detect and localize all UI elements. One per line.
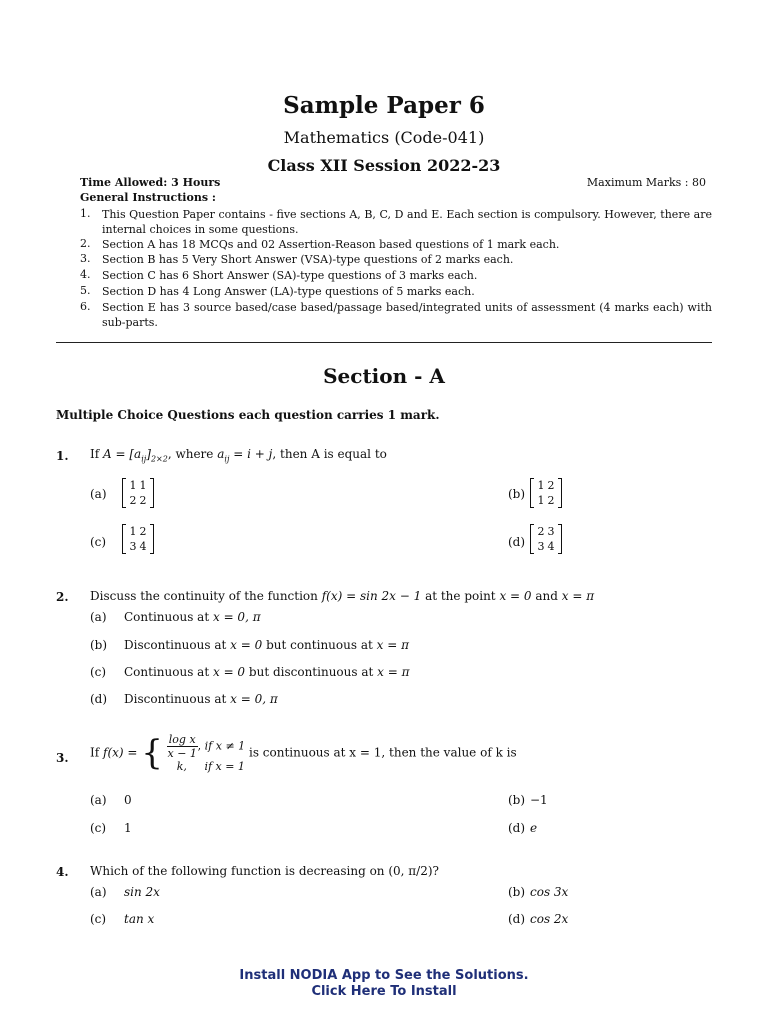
question-number: 2. — [56, 590, 69, 604]
option-text: Continuous at x = 0 but discontinuous at x = π — [124, 665, 410, 679]
option-label: (b) — [508, 487, 526, 501]
paper-title: Sample Paper 6 — [283, 92, 485, 119]
mcq-heading: Multiple Choice Questions each question carries 1 mark. — [56, 408, 440, 422]
option-text: tan x — [124, 912, 155, 926]
instruction-text: Section E has 3 source based/case based/passage based/integrated units of assessment (4 marks each) with sub-parts. — [102, 301, 712, 329]
question-stem: If f(x) = { $\frac{\text{log x}}{x - 1}$ , if x ≠ 1 k, if x = 1 is continuous at x = 1, then the value of k is — [90, 733, 517, 773]
option-matrix: 1 2 3 4 — [122, 524, 154, 554]
instruction-text: Section D has 4 Long Answer (LA)-type questions of 5 marks each. — [102, 285, 475, 298]
option-label: (c) — [90, 535, 107, 549]
question-stem: If $A = [a_{ij}]_{2\times 2}$, where $a_{ij} = i + j$, then A is equal to — [90, 447, 387, 464]
option-label: (a) — [90, 610, 107, 624]
option-label: (a) — [90, 487, 107, 501]
stem-text: , then A is equal to — [272, 447, 387, 461]
instruction-text: This Question Paper contains - five sections A, B, C, D and E. Each section is compulsory. However, there are internal choices in some questions. — [102, 208, 712, 236]
option-label: (b) — [508, 885, 526, 899]
option-text: 0 — [124, 793, 132, 807]
stem-subscript: ij — [141, 454, 147, 464]
header-divider — [56, 342, 712, 343]
instruction-text: Section A has 18 MCQs and 02 Assertion-Reason based questions of 1 mark each. — [102, 238, 560, 251]
stem-subscript: ij — [224, 454, 230, 464]
option-text: sin 2x — [124, 885, 160, 899]
question-stem: Discuss the continuity of the function f(x) = sin 2x − 1 at the point x = 0 and x = π — [90, 589, 595, 603]
stem-text: If — [90, 447, 100, 461]
option-label: (c) — [90, 821, 107, 835]
option-text: 1 — [124, 821, 132, 835]
option-label: (b) — [90, 638, 108, 652]
option-matrix: 1 2 1 2 — [530, 478, 562, 508]
option-text: Discontinuous at x = 0, π — [124, 692, 278, 706]
instruction-number: 3. — [80, 252, 91, 265]
option-label: (b) — [508, 793, 526, 807]
option-label: (d) — [90, 692, 108, 706]
install-link[interactable]: Click Here To Install — [311, 984, 457, 999]
option-label: (a) — [90, 793, 107, 807]
cases-brace: { — [141, 733, 163, 773]
option-text: cos 2x — [530, 912, 569, 926]
option-label: (c) — [90, 665, 107, 679]
instruction-number: 5. — [80, 284, 91, 297]
instruction-number: 6. — [80, 300, 91, 313]
class-session: Class XII Session 2022-23 — [267, 156, 501, 175]
option-text: Discontinuous at x = 0 but continuous at x = π — [124, 638, 409, 652]
option-text: e — [530, 821, 538, 835]
question-number: 3. — [56, 751, 69, 765]
question-number: 4. — [56, 865, 69, 879]
instruction-number: 1. — [80, 207, 91, 220]
question-stem: Which of the following function is decreasing on (0, π/2)? — [90, 864, 439, 878]
option-label: (d) — [508, 821, 526, 835]
instruction-text: Section B has 5 Very Short Answer (VSA)-type questions of 2 marks each. — [102, 253, 514, 266]
option-matrix: 2 3 3 4 — [530, 524, 562, 554]
option-label: (d) — [508, 535, 526, 549]
stem-order: 2×2 — [150, 454, 168, 464]
option-text: Continuous at x = 0, π — [124, 610, 261, 624]
general-instructions-label: General Instructions : — [80, 191, 216, 204]
max-marks: Maximum Marks : 80 — [586, 176, 706, 189]
option-text: cos 3x — [530, 885, 569, 899]
section-title: Section - A — [323, 364, 445, 388]
instruction-number: 2. — [80, 237, 91, 250]
question-number: 1. — [56, 449, 69, 463]
stem-text: , where — [167, 447, 214, 461]
option-text: −1 — [530, 793, 548, 807]
paper-subject: Mathematics (Code-041) — [283, 128, 485, 147]
stem-math: A = [a — [103, 447, 142, 461]
instruction-number: 4. — [80, 268, 91, 281]
option-matrix: 1 1 2 2 — [122, 478, 154, 508]
option-label: (d) — [508, 912, 526, 926]
instruction-text: Section C has 6 Short Answer (SA)-type questions of 3 marks each. — [102, 269, 478, 282]
piecewise-cases: $\frac{\text{log x}}{x - 1}$ , if x ≠ 1 k, if x = 1 — [167, 733, 246, 773]
option-label: (a) — [90, 885, 107, 899]
stem-math: a — [217, 447, 225, 461]
time-allowed: Time Allowed: 3 Hours — [80, 176, 221, 189]
install-app-notice: Install NODIA App to See the Solutions. — [239, 968, 529, 983]
option-label: (c) — [90, 912, 107, 926]
stem-math: = i + j — [233, 447, 273, 461]
